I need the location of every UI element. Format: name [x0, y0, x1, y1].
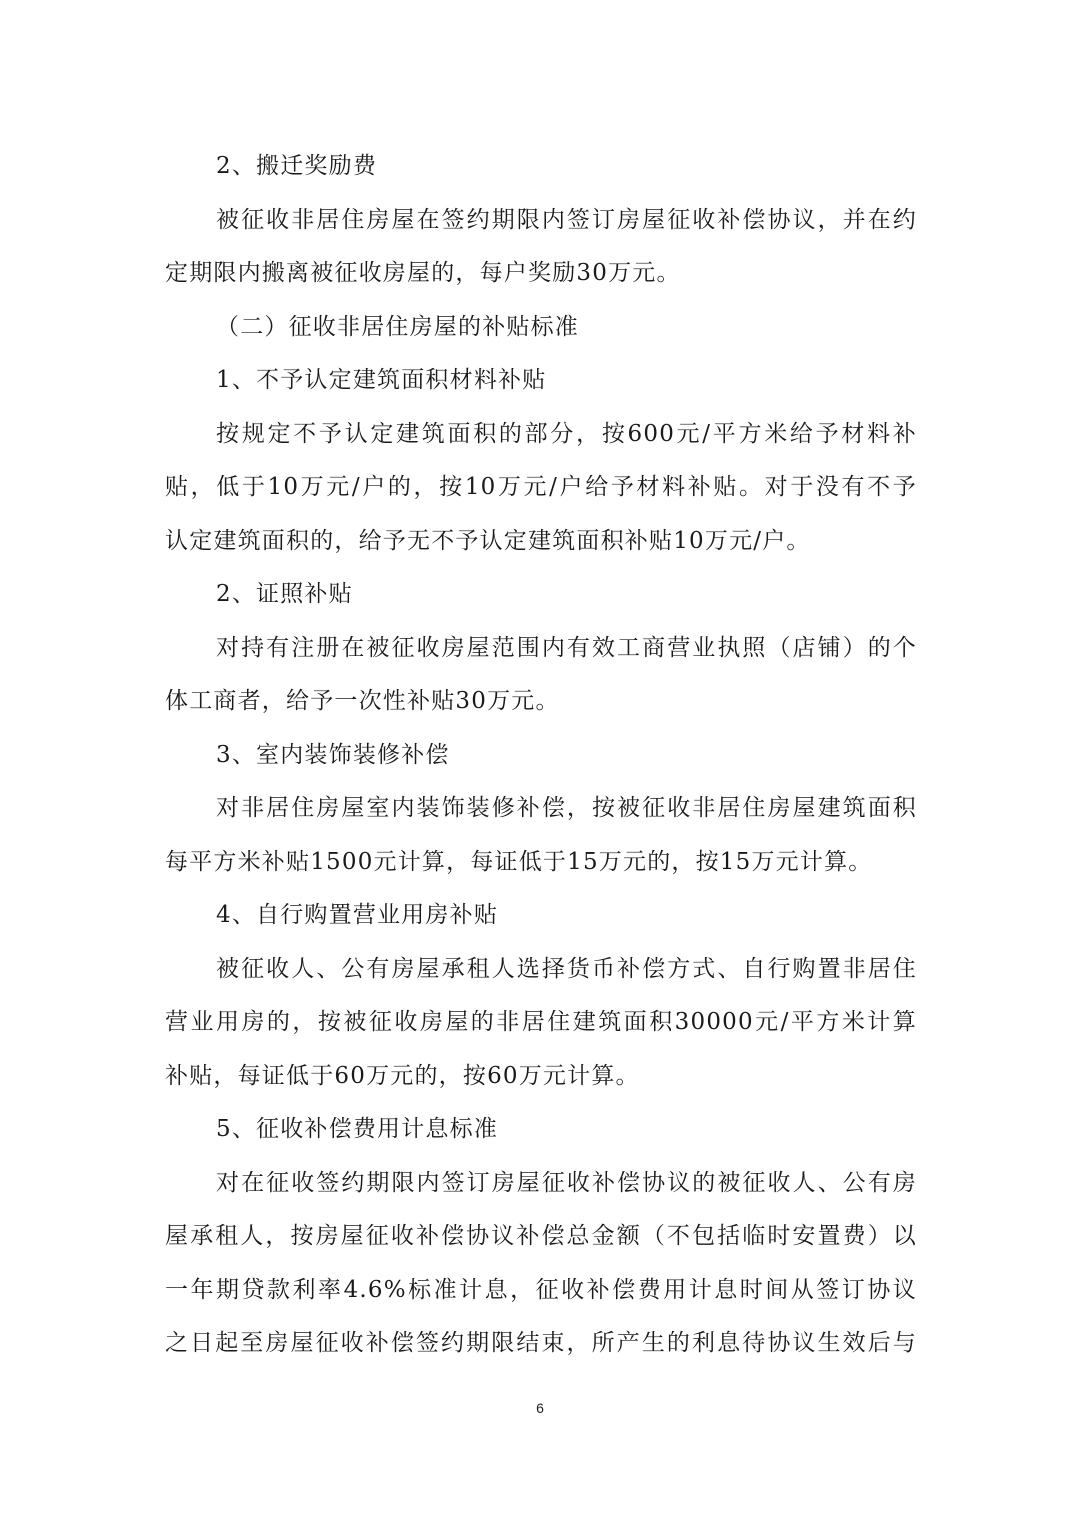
paragraph-line: 定期限内搬离被征收房屋的，每户奖励30万元。 — [165, 260, 681, 286]
paragraph-line: 每平方米补贴1500元计算，每证低于15万元的，按15万元计算。 — [165, 848, 873, 875]
paragraph-line: 一年期贷款利率4.6%标准计息，征收补偿费用计息时间从签订协议 — [165, 1276, 917, 1303]
paragraph-line: 屋承租人，按房屋征收补偿协议补偿总金额（不包括临时安置费）以 — [165, 1223, 917, 1249]
paragraph-line: 对在征收签约期限内签订房屋征收补偿协议的被征收人、公有房 — [216, 1169, 917, 1196]
paragraph-line: 按规定不予认定建筑面积的部分，按600元/平方米给予材料补 — [216, 420, 917, 447]
section-heading-relocation-reward: 2、搬迁奖励费 — [216, 153, 378, 179]
paragraph-line: 之日起至房屋征收补偿签约期限结束，所产生的利息待协议生效后与 — [165, 1330, 917, 1356]
section-heading-interest-standard: 5、征收补偿费用计息标准 — [216, 1116, 499, 1142]
paragraph-line: 营业用房的，按被征收房屋的非居住建筑面积30000元/平方米计算 — [165, 1009, 917, 1035]
section-heading-purchase-subsidy: 4、自行购置营业用房补贴 — [216, 902, 499, 928]
page-number: 6 — [536, 1400, 544, 1416]
paragraph-line: 被征收非居住房屋在签约期限内签订房屋征收补偿协议，并在约 — [216, 206, 917, 233]
paragraph-line: 贴，低于10万元/户的，按10万元/户给予材料补贴。对于没有不予 — [165, 474, 917, 500]
paragraph-line: 体工商者，给予一次性补贴30万元。 — [165, 688, 560, 714]
paragraph-line: 对持有注册在被征收房屋范围内有效工商营业执照（店铺）的个 — [216, 634, 917, 661]
paragraph-line: 认定建筑面积的，给予无不予认定建筑面积补贴10万元/户。 — [165, 527, 811, 554]
section-heading-license-subsidy: 2、证照补贴 — [216, 581, 353, 607]
section-heading-decoration-compensation: 3、室内装饰装修补偿 — [216, 741, 450, 768]
section-heading-material-subsidy: 1、不予认定建筑面积材料补贴 — [216, 367, 547, 393]
paragraph-line: 补贴，每证低于60万元的，按60万元计算。 — [165, 1062, 640, 1089]
section-heading-subsidy-standard: （二）征收非居住房屋的补贴标准 — [216, 313, 579, 340]
paragraph-line: 对非居住房屋室内装饰装修补偿，按被征收非居住房屋建筑面积 — [216, 795, 917, 821]
paragraph-line: 被征收人、公有房屋承租人选择货币补偿方式、自行购置非居住 — [216, 955, 917, 982]
document-body — [165, 140, 917, 1371]
